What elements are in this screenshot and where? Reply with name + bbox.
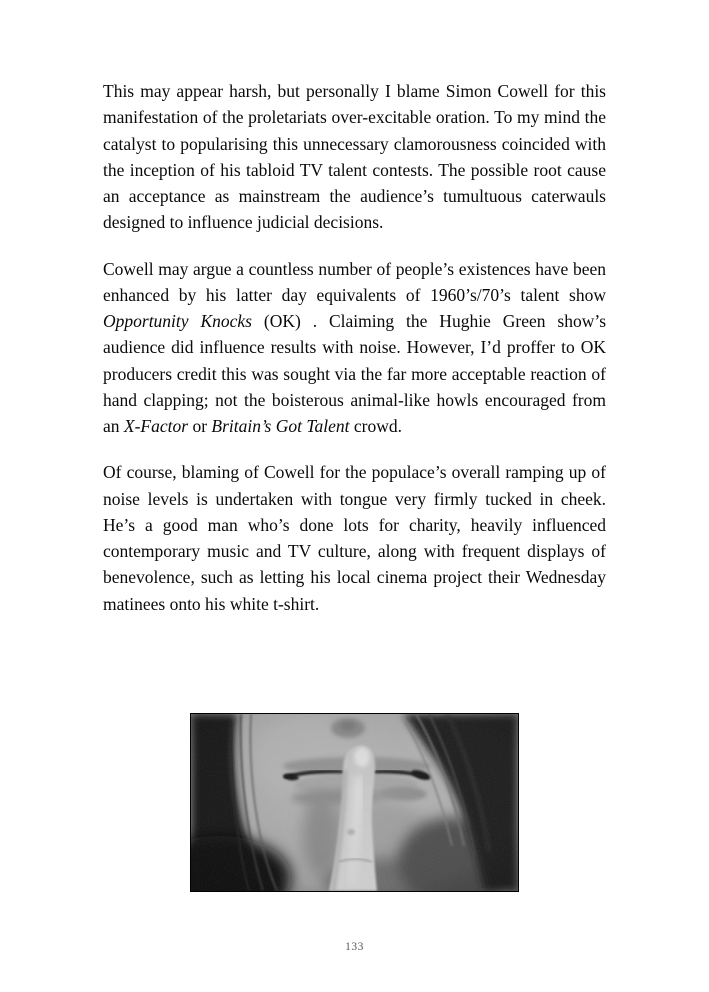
- paragraph: [103, 256, 606, 440]
- text-run: This may appear harsh, but personally I blame Simon Cowell for this manifestation of the proletariats over-excitable oration. To my mind the catalyst to popularising this unnecessary clamorousness coincided with the inception of his tabloid TV talent contests. The possible root cause an acceptance as mainstream the audience’s tumultuous caterwauls designed to influence judicial decisions.: [103, 81, 606, 233]
- text-run: Cowell may argue a countless number of people’s existences have been enhanced by his latter day equivalents of 1960’s/70’s talent show: [103, 258, 606, 305]
- finger-to-lips-photo: [190, 713, 519, 892]
- italic-text-run: X-Factor: [123, 416, 189, 436]
- paragraph: [103, 78, 606, 236]
- text-run: Of course, blaming of Cowell for the populace’s overall ramping up of noise levels is undertaken with tongue very firmly tucked in cheek. He’s a good man who’s done lots for charity, heavily influenced contemporary music and TV culture, along with frequent displays of benevolence, such as letting his local cinema project their Wednesday matinees onto his white t-shirt.: [103, 462, 606, 614]
- text-run: crowd.: [349, 416, 402, 436]
- text-run: (OK) . Claiming the Hughie Green show’s audience did influence results with noise. However, I’d proffer to OK producers credit this was sought via the far more acceptable reaction of hand clapping; not the boisterous animal-like howls encouraged from an: [103, 311, 606, 436]
- text-run: or: [188, 416, 212, 436]
- shh-photo-art: [191, 714, 518, 891]
- italic-text-run: Britain’s Got Talent: [211, 416, 350, 436]
- page-text: [103, 78, 606, 637]
- paragraph: [103, 459, 606, 617]
- italic-text-run: Opportunity Knocks: [103, 311, 252, 331]
- page-number: 133: [345, 941, 364, 953]
